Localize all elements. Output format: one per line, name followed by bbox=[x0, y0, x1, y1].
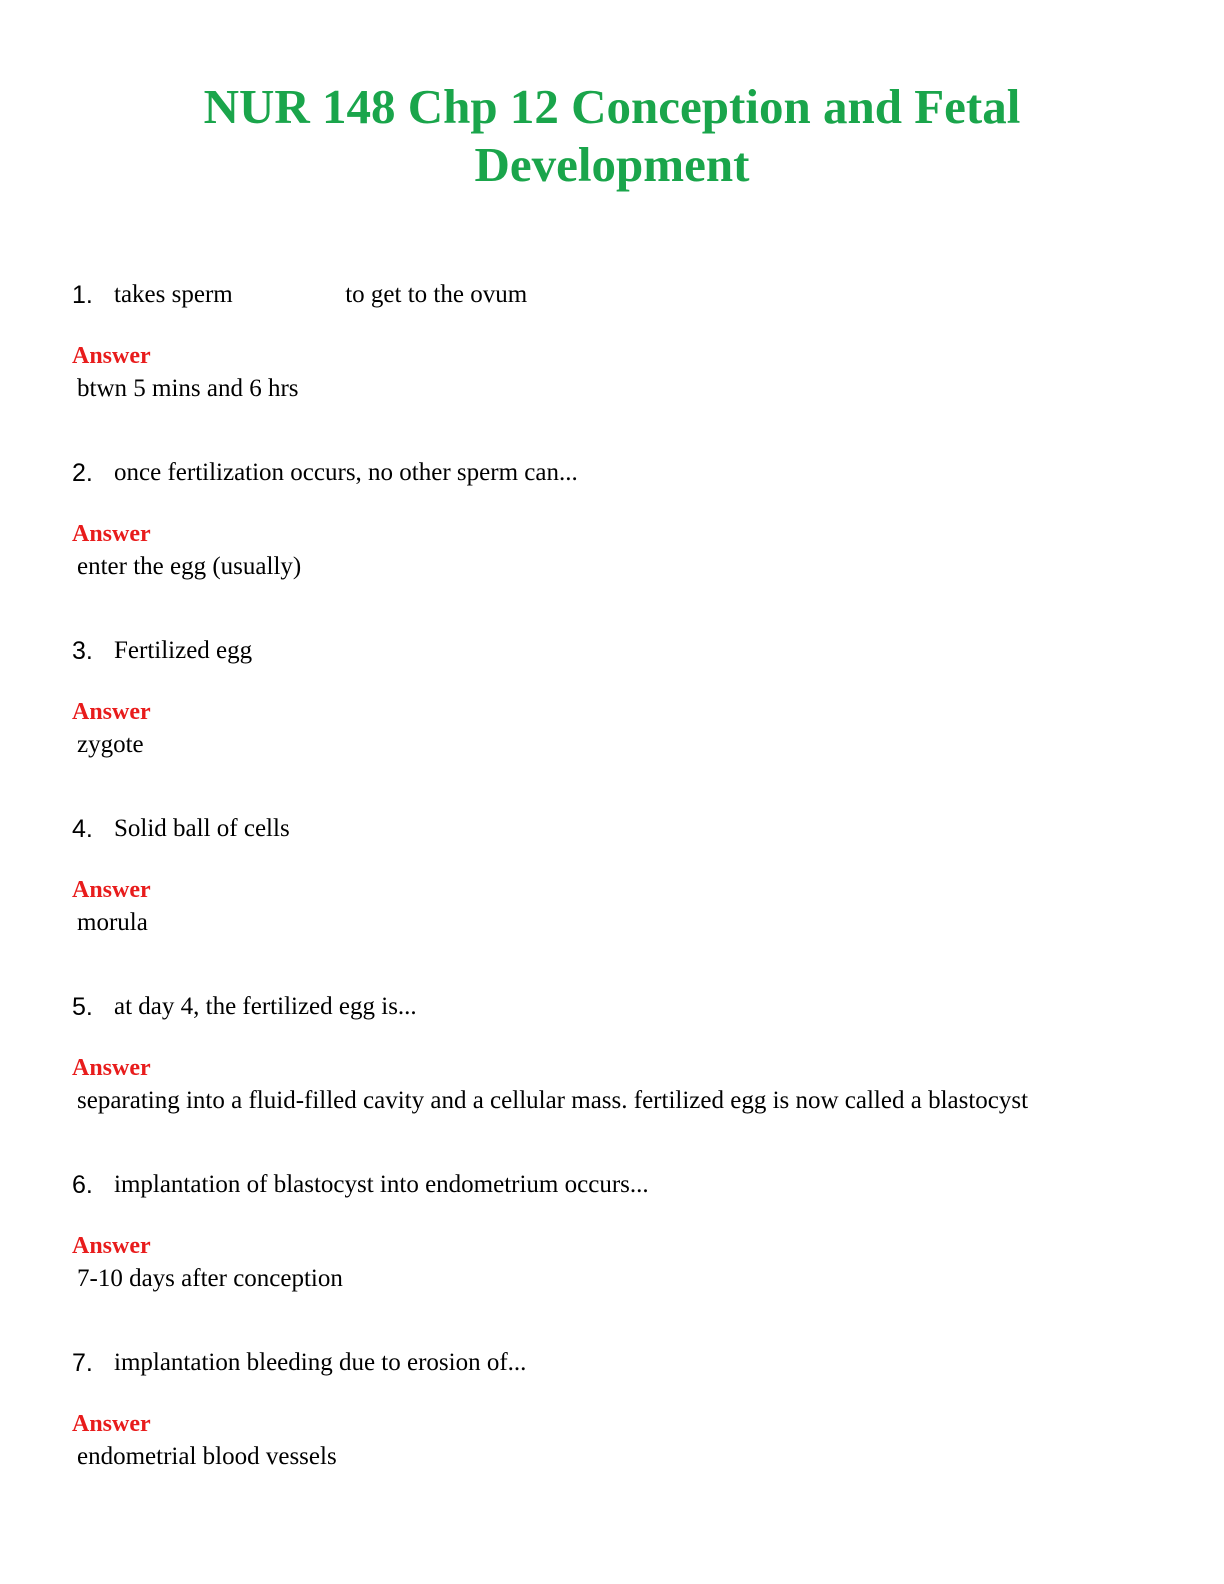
question-text: Solid ball of cells bbox=[114, 815, 290, 842]
answer-label: Answer bbox=[72, 877, 151, 903]
question-text: takes sperm to get to the ovum bbox=[114, 281, 528, 308]
answer-text: endometrial blood vessels bbox=[77, 1443, 337, 1470]
qa-item bbox=[72, 992, 1172, 1170]
answer-label: Answer bbox=[72, 1233, 151, 1259]
answer-text: 7-10 days after conception bbox=[77, 1265, 343, 1292]
question-number: 2. bbox=[72, 459, 93, 487]
question-text: once fertilization occurs, no other sperm can... bbox=[114, 459, 578, 486]
question-number: 7. bbox=[72, 1349, 93, 1377]
qa-item bbox=[72, 1170, 1172, 1348]
qa-item bbox=[72, 636, 1172, 814]
question-number: 3. bbox=[72, 637, 93, 665]
answer-label: Answer bbox=[72, 699, 151, 725]
qa-item bbox=[72, 280, 1172, 458]
answer-text: btwn 5 mins and 6 hrs bbox=[77, 375, 299, 402]
question-text: Fertilized egg bbox=[114, 637, 253, 664]
qa-item bbox=[72, 814, 1172, 992]
answer-text: separating into a fluid-filled cavity and a cellular mass. fertilized egg is now called a blastocyst bbox=[77, 1087, 1029, 1114]
question-text: implantation of blastocyst into endometrium occurs... bbox=[114, 1171, 649, 1198]
question-number: 4. bbox=[72, 815, 93, 843]
question-number: 1. bbox=[72, 281, 93, 309]
page-title-line-1: NUR 148 Chp 12 Conception and Fetal bbox=[203, 79, 1021, 134]
answer-label: Answer bbox=[72, 521, 151, 547]
answer-text: enter the egg (usually) bbox=[77, 553, 302, 580]
question-list bbox=[72, 280, 1172, 1526]
answer-label: Answer bbox=[72, 343, 151, 369]
qa-item bbox=[72, 458, 1172, 636]
question-text: implantation bleeding due to erosion of... bbox=[114, 1349, 527, 1376]
answer-text: zygote bbox=[77, 731, 144, 758]
question-text: at day 4, the fertilized egg is... bbox=[114, 993, 417, 1020]
question-number: 6. bbox=[72, 1171, 93, 1199]
answer-label: Answer bbox=[72, 1411, 151, 1437]
answer-text: morula bbox=[77, 909, 148, 936]
page-title-line-2: Development bbox=[474, 137, 750, 192]
answer-label: Answer bbox=[72, 1055, 151, 1081]
qa-item bbox=[72, 1348, 1172, 1526]
question-number: 5. bbox=[72, 993, 93, 1021]
page-title bbox=[0, 78, 1224, 194]
